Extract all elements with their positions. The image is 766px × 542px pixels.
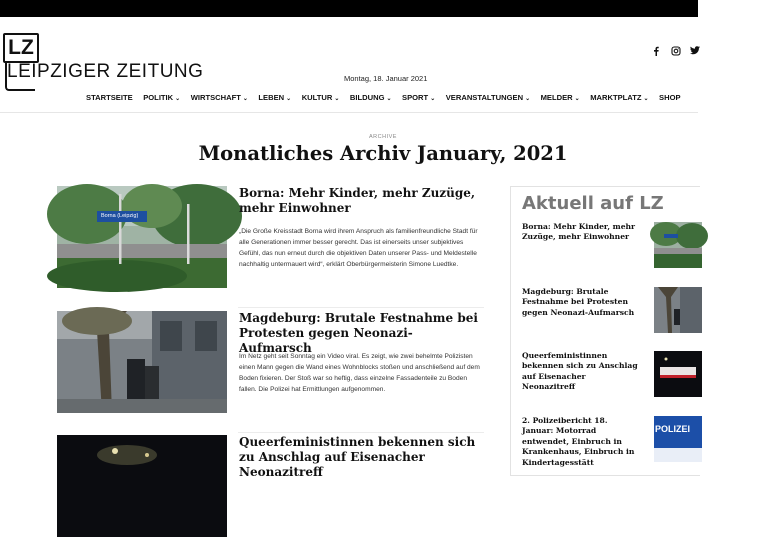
- top-bar: [0, 0, 698, 17]
- chevron-down-icon: ⌄: [242, 96, 248, 102]
- nav-item-politik[interactable]: POLITIK ⌄: [143, 93, 181, 102]
- nav-item-wirtschaft[interactable]: WIRTSCHAFT ⌄: [190, 93, 248, 102]
- sidebar-item-headline[interactable]: Queerfeministinnen bekennen sich zu Anschlag auf Eisenacher Neonazitreff: [522, 351, 638, 392]
- sidebar-item-headline[interactable]: Magdeburg: Brutale Festnahme bei Protesten gegen Neonazi-Aufmarsch: [522, 287, 635, 317]
- header-divider: [0, 112, 698, 113]
- chevron-down-icon: ⌄: [525, 96, 531, 102]
- nav-item-bildung[interactable]: BILDUNG ⌄: [349, 93, 392, 102]
- nav-item-shop[interactable]: SHOP: [659, 93, 681, 102]
- sidebar-title: Aktuell auf LZ: [522, 193, 664, 214]
- sidebar-item-thumbnail[interactable]: [654, 416, 702, 462]
- article-thumbnail[interactable]: [57, 435, 227, 537]
- chevron-down-icon: ⌄: [574, 96, 580, 102]
- nav-item-leben[interactable]: LEBEN ⌄: [258, 93, 292, 102]
- article-thumbnail[interactable]: [57, 311, 227, 413]
- article-headline[interactable]: Magdeburg: Brutale Festnahme bei Protesten gegen Neonazi-Aufmarsch: [239, 311, 478, 355]
- nav-item-startseite[interactable]: STARTSEITE: [86, 93, 133, 102]
- station-sign-text: Borna (Leipzig): [101, 213, 139, 219]
- article-excerpt: Im Netz geht seit Sonntag ein Video viral. Es zeigt, wie zwei behelmte Polizisten einen Mann gegen die Wand eines Wohnblocks stoßen und anschließend auf dem Boden fixieren. Der Stoß war so heftig, dass einzelne Fassadenteile zu Boden fallen. Die Polizei hat Ermittlungen aufgenommen.: [239, 353, 480, 393]
- logo-text: LEIPZIGER ZEITUNG: [7, 61, 204, 82]
- sidebar-item-thumbnail[interactable]: [654, 222, 702, 268]
- site-logo[interactable]: [3, 33, 204, 91]
- sidebar-item-thumbnail[interactable]: [654, 287, 702, 333]
- sidebar-latest: [510, 186, 700, 476]
- nav-item-marktplatz[interactable]: MARKTPLATZ ⌄: [590, 93, 649, 102]
- chevron-down-icon: ⌄: [386, 96, 392, 102]
- police-text: POLIZEI: [655, 424, 691, 434]
- nav-item-melder[interactable]: MELDER ⌄: [540, 93, 580, 102]
- twitter-icon[interactable]: [690, 46, 700, 58]
- sidebar-item-headline[interactable]: 2. Polizeibericht 18. Januar: Motorrad entwendet, Einbruch in Krankenhaus, Einbruch in Kindertagesstätt: [522, 416, 635, 467]
- sidebar-item-thumbnail[interactable]: [654, 351, 702, 397]
- chevron-down-icon: ⌄: [334, 96, 340, 102]
- chevron-down-icon: ⌄: [175, 96, 181, 102]
- chevron-down-icon: ⌄: [430, 96, 436, 102]
- article-divider: [238, 307, 484, 308]
- page-title: Monatliches Archiv January, 2021: [198, 142, 568, 165]
- article-divider: [238, 432, 484, 433]
- chevron-down-icon: ⌄: [643, 96, 649, 102]
- nav-item-kultur[interactable]: KULTUR ⌄: [301, 93, 340, 102]
- archive-label: ARCHIVE: [369, 134, 397, 140]
- main-navigation: [86, 93, 691, 102]
- article-headline[interactable]: Borna: Mehr Kinder, mehr Zuzüge, mehr Einwohner: [239, 186, 476, 215]
- instagram-icon[interactable]: [671, 46, 681, 59]
- logo-mark: LZ: [3, 33, 39, 63]
- nav-item-sport[interactable]: SPORT ⌄: [402, 93, 436, 102]
- article-thumbnail[interactable]: [57, 186, 227, 288]
- article-excerpt: „Die Große Kreisstadt Borna wird ihrem Anspruch als familienfreundliche Stadt für alle Generationen immer besser gerecht. Das ist einerseits unser subjektives Gefühl, das nun erneut durch die objektiven Daten unserer Pass- und Meldestelle nachhaltig untermauert wird“, erklärt Oberbürgermeisterin Simone Luedtke.: [239, 228, 478, 268]
- current-date: Montag, 18. Januar 2021: [344, 74, 428, 83]
- sidebar-item-headline[interactable]: Borna: Mehr Kinder, mehr Zuzüge, mehr Einwohner: [522, 222, 636, 242]
- chevron-down-icon: ⌄: [286, 96, 292, 102]
- facebook-icon[interactable]: [652, 46, 660, 59]
- article-headline[interactable]: Queerfeministinnen bekennen sich zu Anschlag auf Eisenacher Neonazitreff: [239, 435, 476, 479]
- nav-item-veranstaltungen[interactable]: VERANSTALTUNGEN ⌄: [445, 93, 531, 102]
